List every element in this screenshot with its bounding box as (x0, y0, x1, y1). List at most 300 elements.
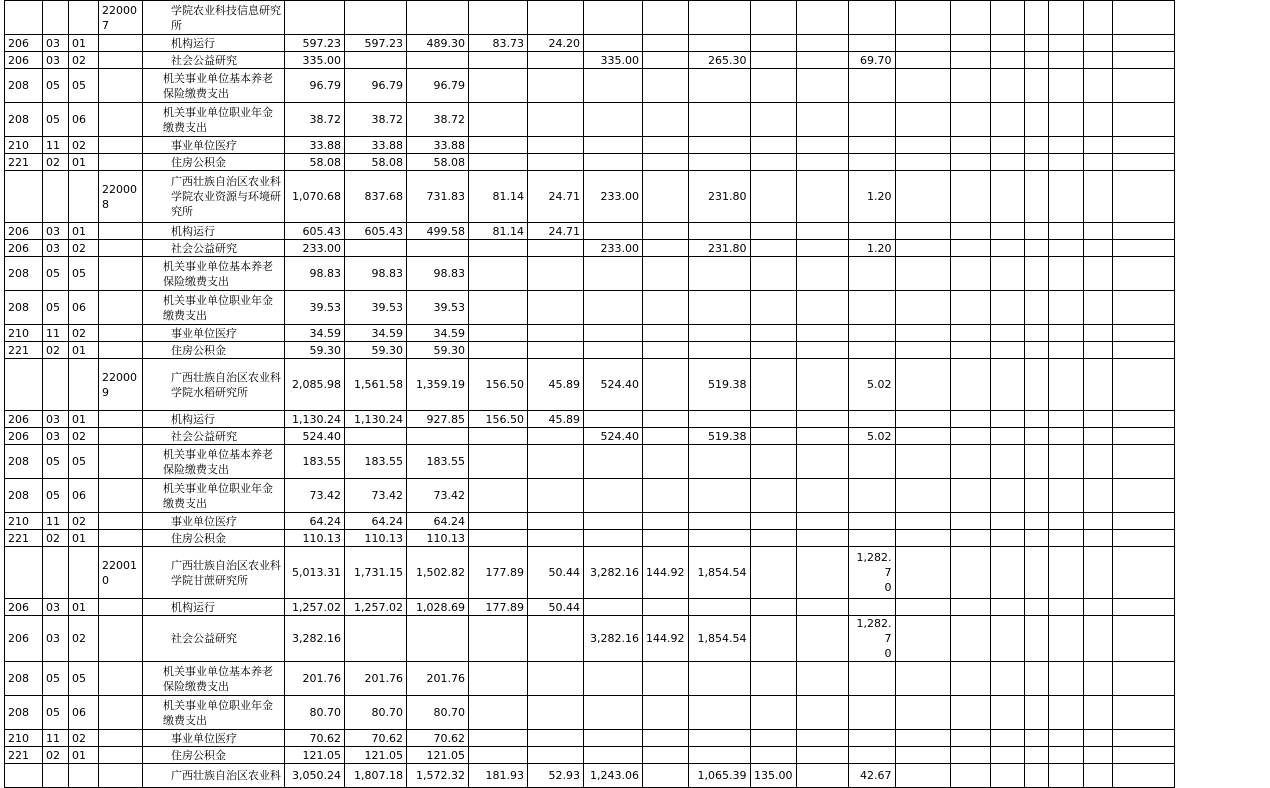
cell-basic-total (345, 616, 407, 662)
cell-col-22 (1083, 291, 1112, 325)
cell-col-23 (1112, 52, 1174, 69)
cell-item-code: 01 (69, 342, 99, 359)
cell-project-col3 (688, 291, 750, 325)
cell-item-code: 05 (69, 662, 99, 696)
cell-col-21 (1048, 411, 1083, 428)
cell-project-col2 (643, 69, 689, 103)
cell-unit-code: 22000 7 (99, 1, 143, 35)
cell-unit-code (99, 52, 143, 69)
cell-col-21 (1048, 530, 1083, 547)
cell-public-expense: 156.50 (469, 359, 528, 411)
cell-personnel (407, 1, 469, 35)
cell-total: 34.59 (285, 325, 345, 342)
cell-class-code: 210 (5, 137, 43, 154)
cell-project-col5 (796, 171, 848, 223)
cell-personnel: 33.88 (407, 137, 469, 154)
cell-col-18 (950, 764, 990, 788)
cell-col-19 (990, 662, 1024, 696)
cell-section-code (43, 547, 69, 599)
cell-item-code: 02 (69, 325, 99, 342)
cell-project-col3 (688, 69, 750, 103)
cell-unit-name: 事业单位医疗 (143, 325, 285, 342)
cell-public-expense (469, 730, 528, 747)
cell-project-col6 (848, 325, 895, 342)
cell-col-17 (895, 103, 950, 137)
cell-col-20 (1024, 257, 1048, 291)
cell-public-expense: 81.14 (469, 223, 528, 240)
cell-project-col5 (796, 547, 848, 599)
cell-public-expense (469, 747, 528, 764)
cell-col-19 (990, 411, 1024, 428)
cell-total: 183.55 (285, 445, 345, 479)
cell-basic-total: 33.88 (345, 137, 407, 154)
cell-unit-name: 机关事业单位基本养老保险缴费支出 (143, 445, 285, 479)
cell-col-22 (1083, 662, 1112, 696)
cell-col-17 (895, 599, 950, 616)
cell-total: 64.24 (285, 513, 345, 530)
cell-col-19 (990, 257, 1024, 291)
cell-section-code: 03 (43, 223, 69, 240)
cell-project-col6 (848, 696, 895, 730)
cell-project-col5 (796, 479, 848, 513)
cell-project-total (584, 696, 643, 730)
cell-class-code (5, 764, 43, 788)
cell-unit-code (99, 223, 143, 240)
cell-public-expense (469, 69, 528, 103)
cell-total: 98.83 (285, 257, 345, 291)
cell-col-17 (895, 730, 950, 747)
cell-col-20 (1024, 171, 1048, 223)
cell-basic-total: 58.08 (345, 154, 407, 171)
cell-total: 1,070.68 (285, 171, 345, 223)
cell-total: 110.13 (285, 530, 345, 547)
cell-col-21 (1048, 291, 1083, 325)
cell-col-21 (1048, 69, 1083, 103)
cell-project-col2: 144.92 (643, 616, 689, 662)
cell-col-19 (990, 359, 1024, 411)
cell-section-code (43, 764, 69, 788)
cell-col-19 (990, 240, 1024, 257)
cell-project-total (584, 599, 643, 616)
cell-unit-code (99, 342, 143, 359)
cell-col-23 (1112, 223, 1174, 240)
cell-project-col3 (688, 730, 750, 747)
cell-personnel: 34.59 (407, 325, 469, 342)
table-row (5, 662, 1175, 696)
cell-project-col3 (688, 747, 750, 764)
cell-personnel: 59.30 (407, 342, 469, 359)
cell-project-col5 (796, 411, 848, 428)
cell-total: 3,050.24 (285, 764, 345, 788)
cell-section-code (43, 171, 69, 223)
cell-project-total: 3,282.16 (584, 547, 643, 599)
cell-col-18 (950, 747, 990, 764)
cell-other-basic (528, 69, 584, 103)
cell-personnel: 70.62 (407, 730, 469, 747)
cell-project-col2 (643, 240, 689, 257)
cell-col-22 (1083, 154, 1112, 171)
cell-project-col2 (643, 1, 689, 35)
cell-col-21 (1048, 1, 1083, 35)
cell-item-code (69, 1, 99, 35)
cell-other-basic (528, 1, 584, 35)
cell-item-code: 02 (69, 137, 99, 154)
cell-project-col3: 519.38 (688, 428, 750, 445)
cell-unit-name: 机关事业单位职业年金缴费支出 (143, 291, 285, 325)
cell-project-col3 (688, 530, 750, 547)
cell-class-code (5, 171, 43, 223)
cell-project-total (584, 662, 643, 696)
cell-project-col5 (796, 325, 848, 342)
cell-col-22 (1083, 747, 1112, 764)
cell-project-col6 (848, 35, 895, 52)
cell-other-basic (528, 428, 584, 445)
cell-project-col6: 1.20 (848, 171, 895, 223)
cell-other-basic (528, 103, 584, 137)
cell-project-col2 (643, 747, 689, 764)
table-row (5, 103, 1175, 137)
cell-col-21 (1048, 223, 1083, 240)
cell-personnel: 73.42 (407, 479, 469, 513)
cell-unit-name: 机构运行 (143, 35, 285, 52)
cell-unit-name: 机关事业单位基本养老保险缴费支出 (143, 662, 285, 696)
cell-col-18 (950, 662, 990, 696)
cell-project-total: 233.00 (584, 240, 643, 257)
cell-personnel: 98.83 (407, 257, 469, 291)
cell-col-22 (1083, 342, 1112, 359)
cell-unit-code (99, 137, 143, 154)
cell-personnel (407, 616, 469, 662)
cell-col-22 (1083, 530, 1112, 547)
cell-project-col4 (750, 137, 796, 154)
cell-col-20 (1024, 747, 1048, 764)
cell-project-col2 (643, 171, 689, 223)
cell-project-col2 (643, 35, 689, 52)
cell-col-22 (1083, 764, 1112, 788)
cell-col-20 (1024, 730, 1048, 747)
cell-section-code: 05 (43, 69, 69, 103)
cell-class-code: 221 (5, 154, 43, 171)
cell-basic-total: 110.13 (345, 530, 407, 547)
cell-other-basic: 50.44 (528, 547, 584, 599)
cell-item-code: 02 (69, 240, 99, 257)
cell-project-col2 (643, 411, 689, 428)
cell-public-expense: 83.73 (469, 35, 528, 52)
cell-col-19 (990, 445, 1024, 479)
cell-section-code: 11 (43, 325, 69, 342)
cell-col-21 (1048, 730, 1083, 747)
cell-project-col3: 231.80 (688, 171, 750, 223)
cell-col-22 (1083, 599, 1112, 616)
cell-project-col5 (796, 291, 848, 325)
cell-col-20 (1024, 530, 1048, 547)
cell-project-col6: 1,282.7 0 (848, 616, 895, 662)
budget-table (4, 0, 1175, 788)
cell-personnel: 58.08 (407, 154, 469, 171)
cell-section-code: 02 (43, 154, 69, 171)
cell-section-code: 05 (43, 103, 69, 137)
cell-project-col5 (796, 730, 848, 747)
cell-col-20 (1024, 359, 1048, 411)
cell-col-22 (1083, 445, 1112, 479)
cell-col-21 (1048, 35, 1083, 52)
cell-project-col4 (750, 428, 796, 445)
cell-item-code: 02 (69, 52, 99, 69)
cell-other-basic (528, 137, 584, 154)
cell-other-basic: 50.44 (528, 599, 584, 616)
cell-col-23 (1112, 69, 1174, 103)
cell-col-17 (895, 530, 950, 547)
cell-unit-name: 社会公益研究 (143, 616, 285, 662)
cell-section-code: 03 (43, 599, 69, 616)
cell-col-21 (1048, 428, 1083, 445)
cell-col-21 (1048, 547, 1083, 599)
cell-col-18 (950, 1, 990, 35)
cell-project-col2 (643, 764, 689, 788)
cell-project-col3 (688, 342, 750, 359)
cell-col-19 (990, 730, 1024, 747)
table-row (5, 69, 1175, 103)
cell-class-code: 206 (5, 223, 43, 240)
cell-section-code: 05 (43, 662, 69, 696)
cell-item-code: 05 (69, 257, 99, 291)
cell-class-code: 206 (5, 52, 43, 69)
cell-project-col4 (750, 103, 796, 137)
cell-unit-name: 机关事业单位职业年金缴费支出 (143, 103, 285, 137)
cell-item-code: 01 (69, 599, 99, 616)
cell-project-col2 (643, 445, 689, 479)
cell-col-18 (950, 696, 990, 730)
cell-project-col3 (688, 599, 750, 616)
cell-total: 80.70 (285, 696, 345, 730)
cell-project-col4 (750, 240, 796, 257)
table-row (5, 359, 1175, 411)
cell-section-code: 05 (43, 445, 69, 479)
cell-col-17 (895, 257, 950, 291)
cell-project-col3 (688, 35, 750, 52)
cell-class-code (5, 359, 43, 411)
cell-col-19 (990, 764, 1024, 788)
cell-project-col3 (688, 137, 750, 154)
cell-project-col6: 5.02 (848, 359, 895, 411)
cell-col-22 (1083, 359, 1112, 411)
cell-project-col6 (848, 342, 895, 359)
cell-col-17 (895, 69, 950, 103)
cell-item-code (69, 171, 99, 223)
cell-class-code: 208 (5, 696, 43, 730)
cell-col-22 (1083, 479, 1112, 513)
cell-unit-code (99, 35, 143, 52)
cell-total: 1,257.02 (285, 599, 345, 616)
cell-project-col3: 1,854.54 (688, 616, 750, 662)
cell-item-code (69, 547, 99, 599)
cell-class-code: 206 (5, 411, 43, 428)
cell-col-23 (1112, 103, 1174, 137)
table-row (5, 547, 1175, 599)
cell-unit-code (99, 69, 143, 103)
cell-col-17 (895, 1, 950, 35)
cell-col-18 (950, 52, 990, 69)
cell-unit-name: 社会公益研究 (143, 52, 285, 69)
cell-basic-total: 605.43 (345, 223, 407, 240)
cell-other-basic: 24.20 (528, 35, 584, 52)
cell-basic-total (345, 240, 407, 257)
cell-personnel: 201.76 (407, 662, 469, 696)
cell-project-total (584, 69, 643, 103)
cell-project-col6 (848, 69, 895, 103)
cell-col-23 (1112, 1, 1174, 35)
cell-col-18 (950, 137, 990, 154)
cell-unit-code: 22001 0 (99, 547, 143, 599)
cell-public-expense (469, 428, 528, 445)
cell-public-expense: 81.14 (469, 171, 528, 223)
cell-other-basic (528, 730, 584, 747)
cell-other-basic (528, 257, 584, 291)
cell-col-21 (1048, 696, 1083, 730)
cell-col-23 (1112, 616, 1174, 662)
cell-project-col5 (796, 1, 848, 35)
cell-unit-code (99, 599, 143, 616)
cell-project-col4 (750, 359, 796, 411)
cell-project-col3 (688, 696, 750, 730)
cell-public-expense (469, 513, 528, 530)
cell-public-expense (469, 257, 528, 291)
cell-project-col2 (643, 662, 689, 696)
cell-col-23 (1112, 291, 1174, 325)
cell-project-col2 (643, 154, 689, 171)
cell-col-18 (950, 479, 990, 513)
cell-total: 96.79 (285, 69, 345, 103)
cell-col-22 (1083, 1, 1112, 35)
cell-other-basic (528, 154, 584, 171)
table-row (5, 428, 1175, 445)
cell-class-code: 206 (5, 240, 43, 257)
cell-project-col3 (688, 1, 750, 35)
cell-project-col2 (643, 223, 689, 240)
cell-col-20 (1024, 513, 1048, 530)
cell-col-23 (1112, 137, 1174, 154)
cell-project-col3 (688, 257, 750, 291)
cell-project-total (584, 530, 643, 547)
cell-public-expense (469, 342, 528, 359)
cell-col-17 (895, 662, 950, 696)
table-row (5, 171, 1175, 223)
cell-personnel: 927.85 (407, 411, 469, 428)
cell-col-17 (895, 240, 950, 257)
cell-col-18 (950, 223, 990, 240)
cell-col-21 (1048, 764, 1083, 788)
cell-col-23 (1112, 359, 1174, 411)
cell-col-17 (895, 291, 950, 325)
cell-item-code: 05 (69, 445, 99, 479)
cell-project-col5 (796, 764, 848, 788)
cell-public-expense (469, 530, 528, 547)
table-row (5, 696, 1175, 730)
cell-other-basic (528, 513, 584, 530)
cell-project-col5 (796, 662, 848, 696)
cell-item-code: 02 (69, 730, 99, 747)
cell-project-col2 (643, 325, 689, 342)
cell-project-col6 (848, 530, 895, 547)
cell-basic-total: 1,731.15 (345, 547, 407, 599)
cell-project-col5 (796, 359, 848, 411)
cell-other-basic (528, 662, 584, 696)
table-row (5, 445, 1175, 479)
cell-col-18 (950, 35, 990, 52)
cell-col-23 (1112, 411, 1174, 428)
cell-section-code: 05 (43, 479, 69, 513)
cell-col-19 (990, 35, 1024, 52)
cell-col-18 (950, 513, 990, 530)
cell-project-total (584, 103, 643, 137)
cell-unit-name: 住房公积金 (143, 747, 285, 764)
cell-item-code: 01 (69, 223, 99, 240)
cell-project-total (584, 747, 643, 764)
table-row (5, 747, 1175, 764)
cell-personnel: 1,572.32 (407, 764, 469, 788)
cell-basic-total: 96.79 (345, 69, 407, 103)
cell-col-18 (950, 171, 990, 223)
budget-table-body (5, 1, 1175, 788)
cell-project-col5 (796, 35, 848, 52)
cell-unit-code (99, 530, 143, 547)
cell-unit-name: 广西壮族自治区农业科学院水稻研究所 (143, 359, 285, 411)
cell-basic-total: 80.70 (345, 696, 407, 730)
cell-project-col6 (848, 411, 895, 428)
cell-personnel: 80.70 (407, 696, 469, 730)
cell-project-col5 (796, 428, 848, 445)
cell-project-col6 (848, 513, 895, 530)
cell-col-22 (1083, 730, 1112, 747)
cell-col-19 (990, 696, 1024, 730)
cell-basic-total: 70.62 (345, 730, 407, 747)
cell-total: 33.88 (285, 137, 345, 154)
cell-project-total (584, 411, 643, 428)
cell-col-18 (950, 411, 990, 428)
cell-basic-total: 64.24 (345, 513, 407, 530)
cell-unit-name: 机关事业单位基本养老保险缴费支出 (143, 69, 285, 103)
cell-item-code: 01 (69, 747, 99, 764)
cell-project-col4 (750, 291, 796, 325)
cell-col-21 (1048, 342, 1083, 359)
cell-col-20 (1024, 103, 1048, 137)
cell-col-20 (1024, 69, 1048, 103)
cell-col-23 (1112, 747, 1174, 764)
cell-project-col5 (796, 137, 848, 154)
cell-project-total (584, 513, 643, 530)
cell-other-basic (528, 291, 584, 325)
cell-section-code: 05 (43, 257, 69, 291)
cell-col-22 (1083, 171, 1112, 223)
table-row (5, 730, 1175, 747)
cell-unit-name: 机构运行 (143, 223, 285, 240)
cell-personnel: 731.83 (407, 171, 469, 223)
cell-col-22 (1083, 513, 1112, 530)
cell-col-19 (990, 342, 1024, 359)
cell-col-20 (1024, 52, 1048, 69)
cell-col-22 (1083, 35, 1112, 52)
cell-project-col3 (688, 662, 750, 696)
table-row (5, 513, 1175, 530)
cell-col-22 (1083, 616, 1112, 662)
cell-project-col3 (688, 513, 750, 530)
cell-col-23 (1112, 547, 1174, 599)
cell-project-col2 (643, 530, 689, 547)
cell-unit-name: 机关事业单位职业年金缴费支出 (143, 696, 285, 730)
cell-project-col5 (796, 223, 848, 240)
cell-project-col6: 5.02 (848, 428, 895, 445)
cell-project-col4 (750, 154, 796, 171)
